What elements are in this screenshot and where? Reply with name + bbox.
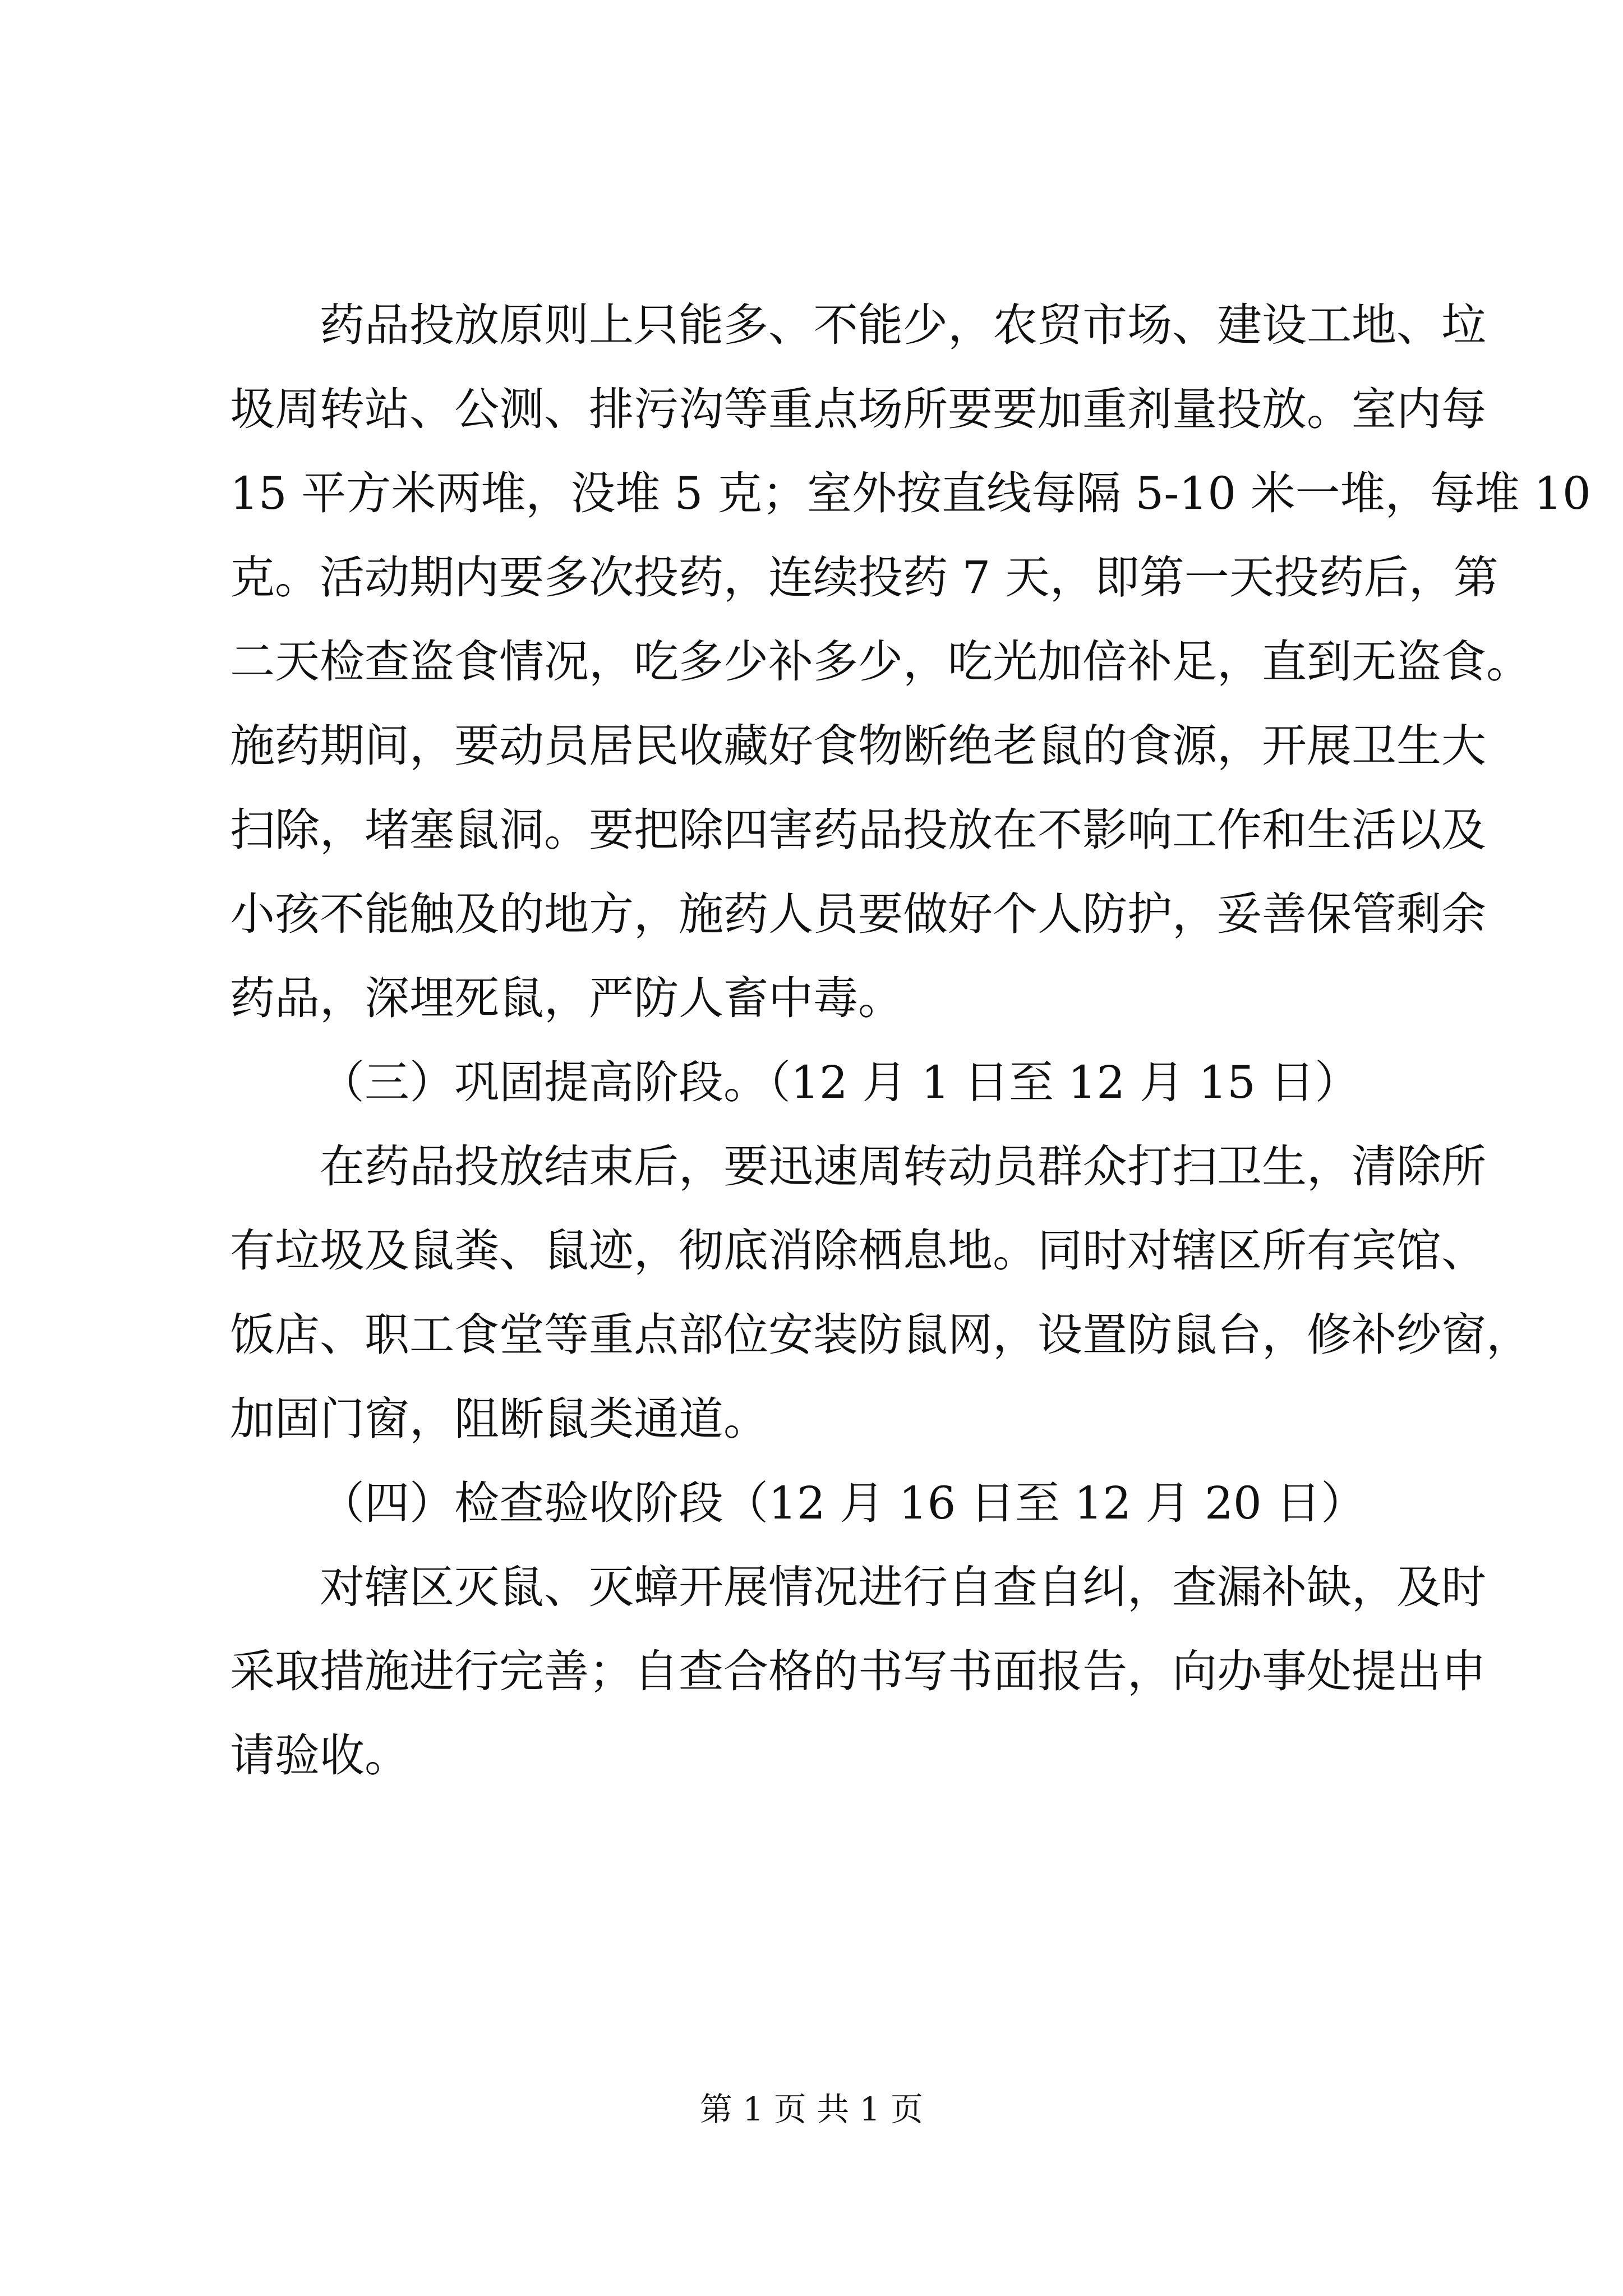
- text-line: 有垃圾及鼠粪、鼠迹，彻底消除栖息地。同时对辖区所有宾馆、: [230, 1225, 1486, 1277]
- text-line: 15 平方米两堆，没堆 5 克；室外按直线每隔 5-10 米一堆，每堆 10: [230, 467, 1591, 519]
- text-line: 施药期间，要动员居民收藏好食物断绝老鼠的食源，开展卫生大: [230, 720, 1486, 772]
- text-line: 在药品投放结束后，要迅速周转动员群众打扫卫生，清除所: [320, 1140, 1486, 1193]
- section-heading-inspection: [230, 1461, 1424, 1545]
- heading-line: （三）巩固提高阶段。（12 月 1 日至 12 月 15 日）: [320, 1056, 1360, 1108]
- text-line: 药品，深埋死鼠，严防人畜中毒。: [230, 972, 903, 1024]
- text-line: 圾周转站、公测、排污沟等重点场所要要加重剂量投放。室内每: [230, 383, 1486, 435]
- text-line: 药品投放原则上只能多、不能少，农贸市场、建设工地、垃: [320, 299, 1486, 351]
- page-number-footer: 第 1 页 共 1 页: [700, 2090, 923, 2128]
- text-line: 饭店、职工食堂等重点部位安装防鼠网，设置防鼠台，修补纱窗，: [230, 1309, 1531, 1361]
- paragraph-cleanup: [230, 1125, 1531, 1461]
- paragraph-self-check: [230, 1545, 1486, 1798]
- text-line: 加固门窗，阻断鼠类通道。: [230, 1393, 768, 1445]
- section-heading-consolidation: [230, 1041, 1424, 1125]
- paragraph-drug-placement: [230, 283, 1591, 1041]
- text-line: 请验收。: [230, 1729, 409, 1782]
- text-line: 对辖区灭鼠、灭蟑开展情况进行自查自纠，查漏补缺，及时: [320, 1561, 1486, 1613]
- heading-line: （四）检查验收阶段（12 月 16 日至 12 月 20 日）: [320, 1477, 1366, 1529]
- text-line: 采取措施进行完善；自查合格的书写书面报告，向办事处提出申: [230, 1645, 1486, 1697]
- text-line: 小孩不能触及的地方，施药人员要做好个人防护，妥善保管剩余: [230, 888, 1486, 940]
- text-line: 二天检查盗食情况，吃多少补多少，吃光加倍补足，直到无盗食。: [230, 636, 1531, 688]
- text-line: 克。活动期内要多次投药，连续投药 7 天，即第一天投药后，第: [230, 551, 1498, 604]
- text-line: 扫除，堵塞鼠洞。要把除四害药品投放在不影响工作和生活以及: [230, 804, 1486, 856]
- document-body: [230, 283, 1591, 1798]
